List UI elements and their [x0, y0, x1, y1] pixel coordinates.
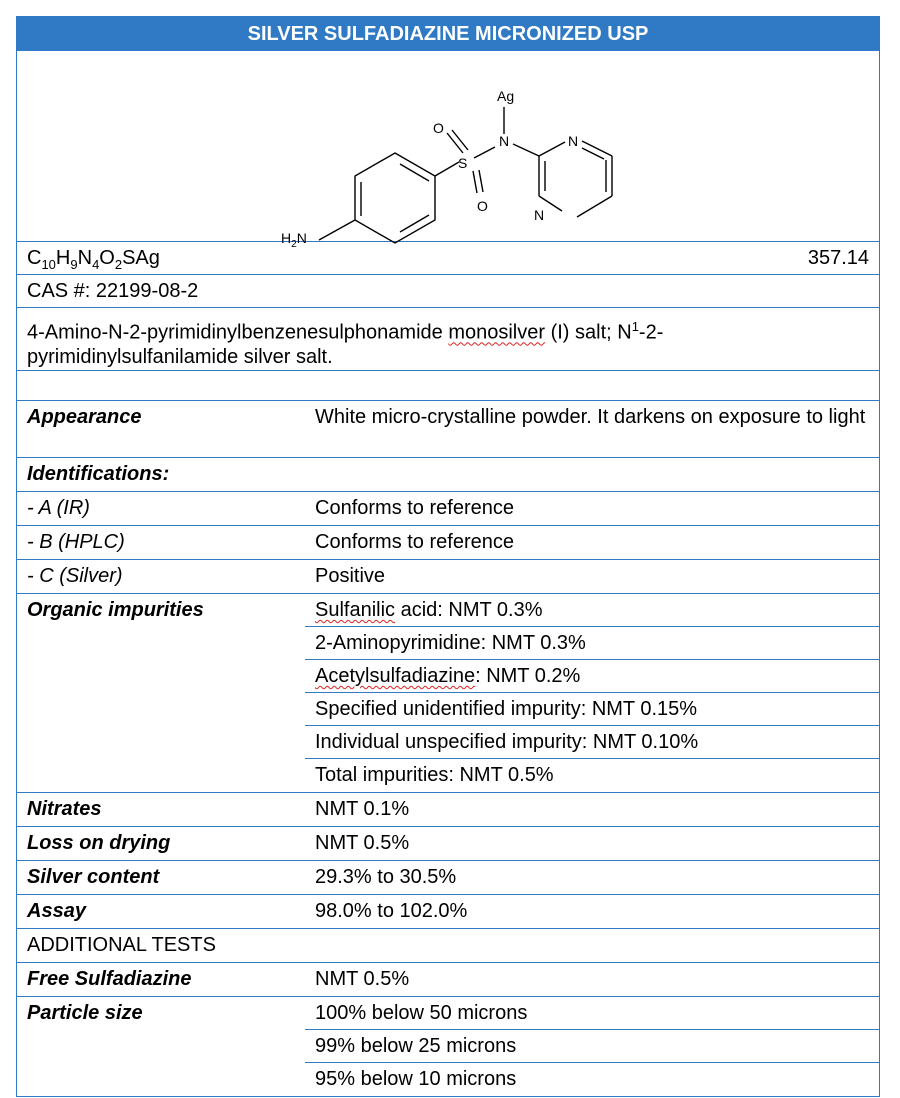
spec-id-a: - A (IR) Conforms to reference: [17, 492, 879, 526]
spec-id-c: - C (Silver) Positive: [17, 560, 879, 594]
spec-free-sulfadiazine: Free Sulfadiazine NMT 0.5%: [17, 963, 879, 997]
spec-nitrates: Nitrates NMT 0.1%: [17, 793, 879, 827]
atom-h2n: $H_2N$: [281, 230, 307, 250]
impurity-individual-unspecified: Individual unspecified impurity: NMT 0.10%: [305, 726, 879, 759]
particle-size-25: 99% below 25 microns: [305, 1030, 879, 1063]
spec-identifications: Identifications:: [17, 458, 879, 492]
atom-n-amide: N: [499, 133, 510, 149]
impurity-specified-unidentified: Specified unidentified impurity: NMT 0.15%: [305, 693, 879, 726]
spec-sheet: [16, 16, 880, 1097]
molecular-weight: 357.14: [807, 247, 869, 269]
atom-n-ring-bottom: N: [534, 207, 545, 223]
spec-loss-on-drying: Loss on drying NMT 0.5%: [17, 827, 879, 861]
atom-ag: Ag: [497, 88, 515, 104]
cas-number: CAS #: 22199-08-2: [17, 275, 879, 308]
chemical-structure: [17, 51, 879, 250]
atom-o-top: O: [433, 120, 444, 136]
formula-row: [17, 242, 879, 275]
atom-n-ring-top: N: [568, 133, 579, 149]
blank-row: [17, 371, 879, 401]
product-title: SILVER SULFADIAZINE MICRONIZED USP: [17, 17, 879, 51]
molecular-formula: $C_{10}H_9N_4O_2SAg$: [27, 247, 160, 272]
spec-assay: Assay 98.0% to 102.0%: [17, 895, 879, 929]
impurity-sulfanilic: Sulfanilic acid: NMT 0.3%: [305, 594, 879, 627]
spec-organic-impurities: Organic impurities Sulfanilic acid: NMT 0.3% 2-Aminopyrimidine: NMT 0.3% Acetylsulfadiazine: NMT 0.2% Specified unidentified impurity: NMT 0.15% Individual unspecified impurity: NMT 0.10% Total impurities: NMT 0.5%: [17, 594, 879, 793]
spec-silver-content: Silver content 29.3% to 30.5%: [17, 861, 879, 895]
particle-size-50: 100% below 50 microns: [305, 997, 879, 1030]
atom-o-bottom: O: [477, 198, 488, 214]
atom-s: S: [458, 155, 468, 171]
structure-diagram: [17, 51, 879, 250]
spec-particle-size: Particle size 100% below 50 microns 99% below 25 microns 95% below 10 microns: [17, 997, 879, 1096]
impurity-aminopyrimidine: 2-Aminopyrimidine: NMT 0.3%: [305, 627, 879, 660]
spec-id-b: - B (HPLC) Conforms to reference: [17, 526, 879, 560]
particle-size-10: 95% below 10 microns: [315, 1068, 517, 1090]
spec-appearance: Appearance White micro-crystalline powder. It darkens on exposure to light: [17, 401, 879, 458]
impurity-acetylsulfadiazine: Acetylsulfadiazine: NMT 0.2%: [305, 660, 879, 693]
additional-tests-heading: ADDITIONAL TESTS: [17, 929, 879, 963]
impurity-total: Total impurities: NMT 0.5%: [315, 764, 554, 786]
chemical-name: 4-Amino-N-2-pyrimidinylbenzenesulphonamide monosilver (I) salt; $N^1-2$-pyrimidinylsulfanilamide silver salt.: [17, 308, 879, 371]
